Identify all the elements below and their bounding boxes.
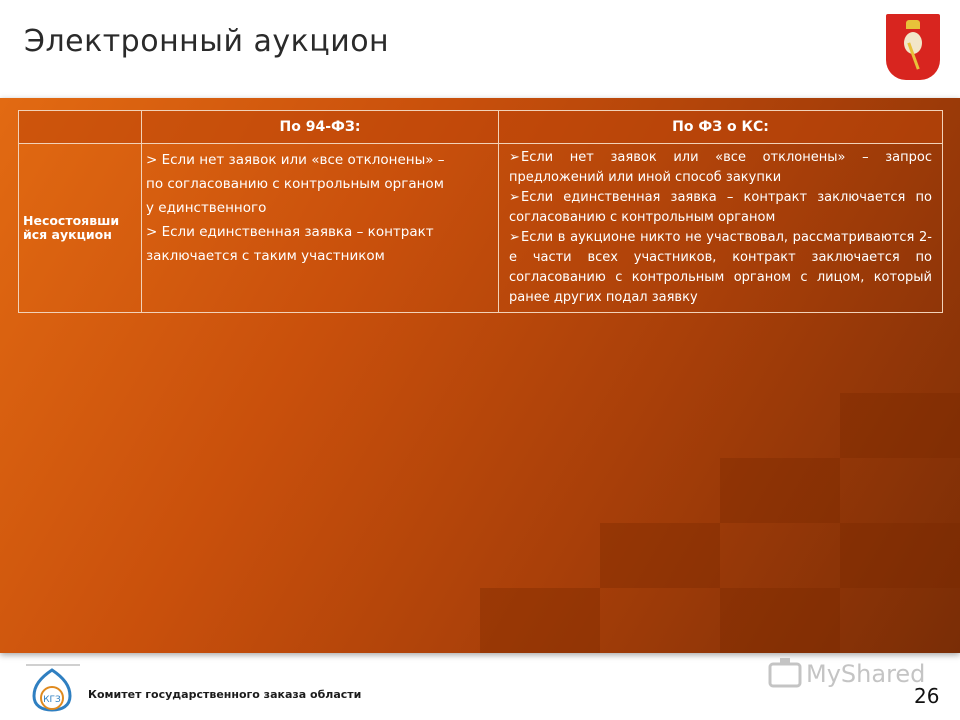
table-header-row [19, 111, 943, 144]
list-item [509, 148, 932, 188]
table-header-94fz: По 94-ФЗ: [142, 111, 499, 144]
slide-title: Электронный аукцион [24, 24, 390, 59]
comparison-table [18, 110, 943, 313]
table-header-fz-ks: По ФЗ о КС: [499, 111, 943, 144]
cell-line: заключается с таким участником [146, 248, 385, 264]
kgz-logo-icon [26, 668, 78, 712]
list-item-text: Если в аукционе никто не участвовал, рассматриваются 2-е части всех участников, контракт заключается по согласованию с контрольным органом с лицом, который ранее других подал заявку [509, 230, 932, 305]
watermark-text: MyShared [806, 660, 926, 688]
row-label: Несостоявши йся аукцион [19, 144, 142, 313]
table-header-empty [19, 111, 142, 144]
cell-fz-ks [499, 144, 943, 313]
arrow-bullet-icon: ➢ [509, 150, 520, 165]
footer-divider [26, 664, 80, 666]
list-item [509, 228, 932, 308]
arrow-bullet-icon: ➢ [509, 190, 520, 205]
crown-icon [906, 20, 920, 29]
arrow-bullet-icon: ➢ [509, 230, 520, 245]
svg-text:КГЗ: КГЗ [43, 695, 61, 705]
page-number: 26 [914, 684, 940, 708]
cell-line: по согласованию с контрольным органом [146, 176, 444, 192]
cell-94fz [142, 144, 499, 313]
list-item [509, 188, 932, 228]
cell-line: > Если нет заявок или «все отклонены» – [146, 152, 445, 168]
list-item-text: Если единственная заявка – контракт заключается по согласованию с контрольным органом [509, 190, 932, 225]
decor-tile [840, 393, 960, 458]
decor-tile [720, 588, 840, 653]
cell-line: > Если единственная заявка – контракт [146, 224, 434, 240]
decor-tile [480, 588, 600, 653]
decor-tile [840, 523, 960, 588]
table-row [19, 144, 943, 313]
decor-tile [600, 523, 720, 588]
footer-org-name: Комитет государственного заказа области [88, 688, 362, 701]
list-item-text: Если нет заявок или «все отклонены» – запрос предложений или иной способ закупки [509, 150, 932, 185]
decor-tile [720, 458, 840, 523]
cell-line: у единственного [146, 200, 267, 216]
coat-of-arms-emblem [886, 14, 940, 80]
